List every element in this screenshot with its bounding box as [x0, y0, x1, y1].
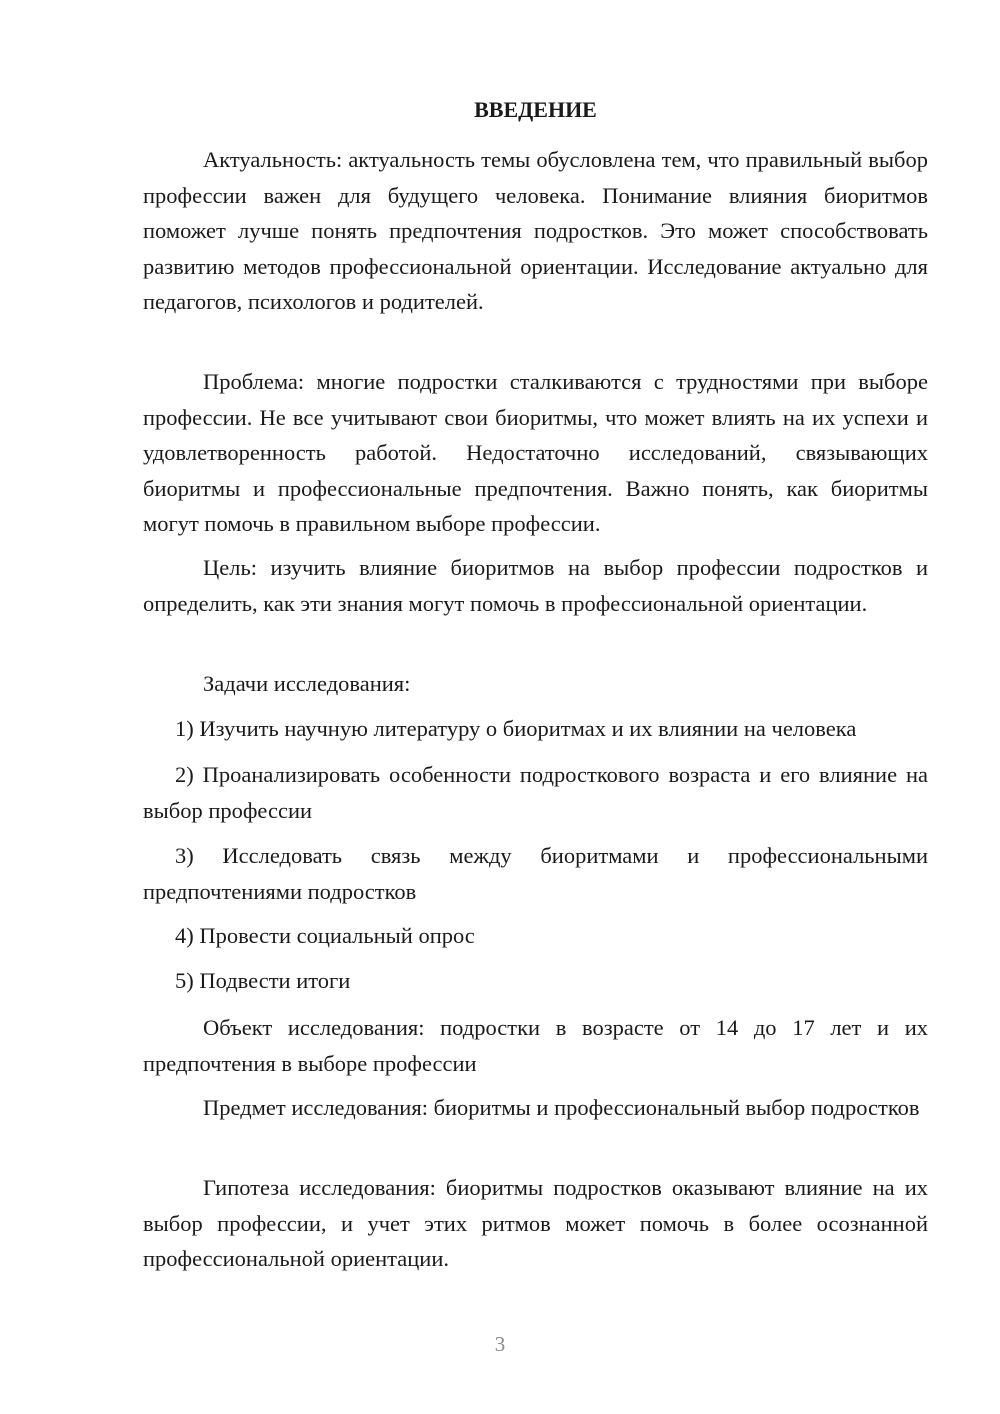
task-item-1: 1) Изучить научную литературу о биоритмах и их влиянии на человека	[175, 716, 857, 741]
paragraph-object: Объект исследования: подростки в возрасте от 14 до 17 лет и их предпочтения в выборе профессии	[143, 1015, 928, 1076]
page-number: 3	[494, 1332, 506, 1356]
paragraph-goal: Цель: изучить влияние биоритмов на выбор профессии подростков и определить, как эти знания могут помочь в профессиональной ориентации.	[143, 555, 928, 616]
task-item-5: 5) Подвести итоги	[175, 968, 351, 993]
paragraph-relevance: Актуальность: актуальность темы обусловлена тем, что правильный выбор профессии важен для будущего человека. Понимание влияния биоритмов поможет лучше понять предпочтения подростков. Это может способствовать развитию методов профессиональной ориентации. Исследование актуально для педагогов, психологов и родителей.	[143, 147, 928, 314]
document-title: ВВЕДЕНИЕ	[474, 97, 597, 122]
paragraph-hypothesis: Гипотеза исследования: биоритмы подростков оказывают влияние на их выбор профессии, и учет этих ритмов может помочь в более осознанной профессиональной ориентации.	[143, 1175, 928, 1271]
task-item-2: 2) Проанализировать особенности подросткового возраста и его влияние на выбор профессии	[143, 762, 928, 823]
task-item-3: 3) Исследовать связь между биоритмами и профессиональными предпочтениями подростков	[143, 843, 928, 904]
paragraph-subject: Предмет исследования: биоритмы и профессиональный выбор подростков	[203, 1095, 920, 1120]
task-item-4: 4) Провести социальный опрос	[175, 923, 475, 948]
paragraph-problem: Проблема: многие подростки сталкиваются с трудностями при выборе профессии. Не все учитывают свои биоритмы, что может влиять на их успехи и удовлетворенность работой. Недостаточно исследований, связывающих биоритмы и профессиональные предпочтения. Важно понять, как биоритмы могут помочь в правильном выборе профессии.	[143, 369, 928, 536]
paragraph-tasks-heading: Задачи исследования:	[203, 671, 411, 696]
